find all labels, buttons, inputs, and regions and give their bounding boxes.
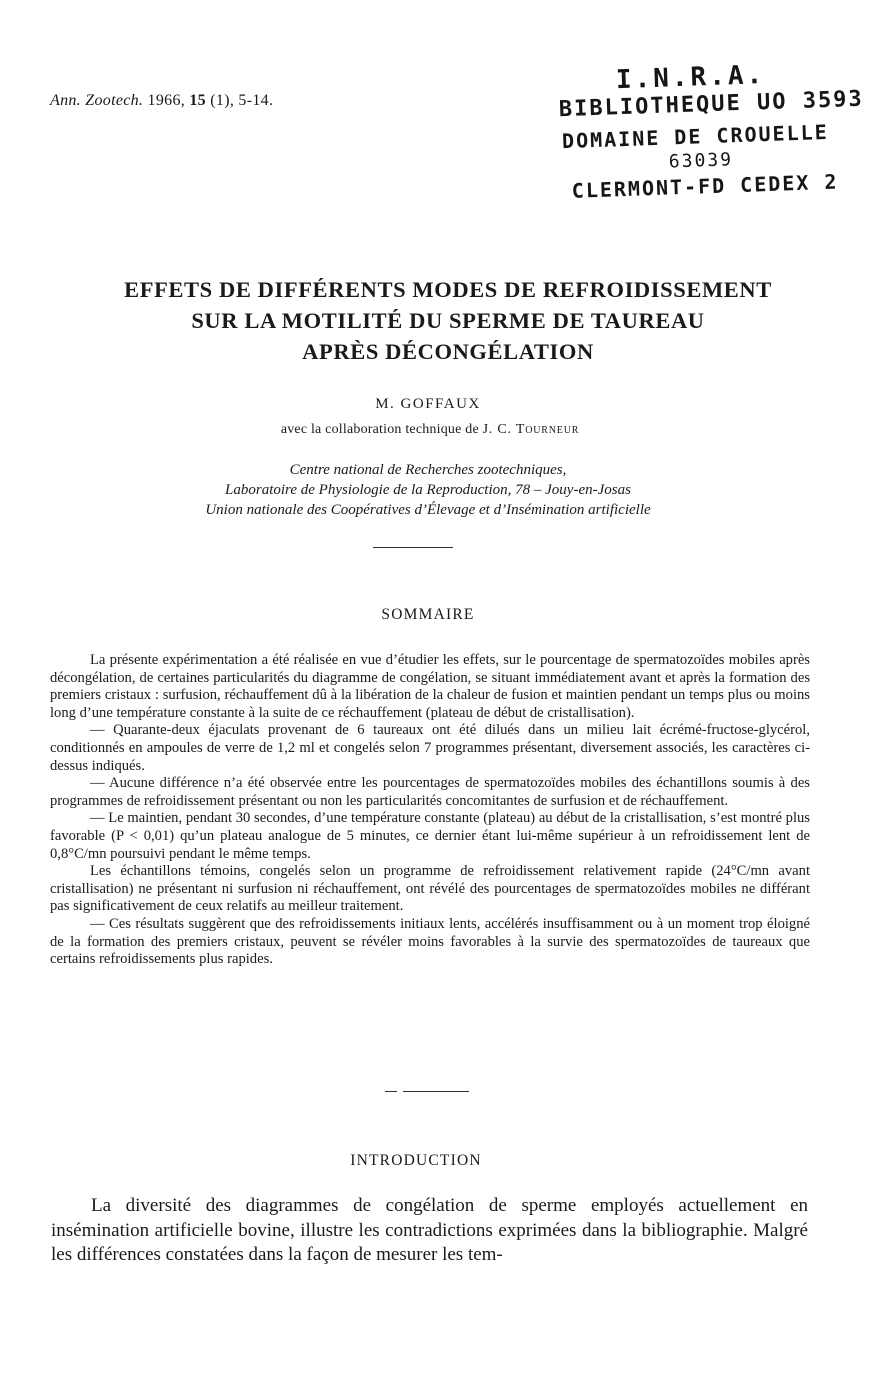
title-line-1: EFFETS DE DIFFÉRENTS MODES DE REFROIDISSEMENT xyxy=(124,277,772,302)
summary-paragraph: — Le maintien, pendant 30 secondes, d’une température constante (plateau) au début de la cristallisation, s’est montré plus favorable (P < 0,01) qu’un plateau analogue de 5 minutes, ce dernier étant lui-même supérieur à un refroidissement lent de 0,8°C/mn poursuivi pendant le même temps. xyxy=(50,810,810,862)
introduction-body xyxy=(51,1194,808,1268)
summary-paragraph: Les échantillons témoins, congelés selon un programme de refroidissement relativement rapide (24°C/mn avant cristallisation) ne présentant ni surfusion ni réchauffement, ont révélé des pourcentages de spermatozoïdes mobiles ne différant pas significativement de ceux relatifs au meilleur traitement. xyxy=(50,863,810,915)
section-divider xyxy=(385,1091,397,1092)
summary-paragraph: — Quarante-deux éjaculats provenant de 6 taureaux ont été dilués dans un milieu lait écrémé-fructose-glycérol, conditionnés en ampoules de verre de 1,2 ml et congelés selon 7 programmes présentant, diversement associés, les caractères ci-dessus indiqués. xyxy=(50,722,810,774)
stamp-line-3: DOMAINE DE CROUELLE xyxy=(561,119,830,154)
summary-paragraph: — Ces résultats suggèrent que des refroidissements initiaux lents, accélérés insuffisamment ou à un moment trop éloigné de la formation des premiers cristaux, peuvent se révéler moins favorables à la survie des spermatozoïdes de taureaux que certains refroidissements plus rapides. xyxy=(50,915,810,968)
summary-body xyxy=(50,652,810,969)
journal-volume: 15 xyxy=(189,92,206,109)
collaborator-name: J. C. Tourneur xyxy=(482,422,580,437)
introduction-paragraph: La diversité des diagrammes de congélation de sperme employés actuellement en insémination artificielle bovine, illustre les contradictions exprimées dans la bibliographie. Malgré les différences constatées dans la façon de mesurer les tem- xyxy=(51,1195,808,1265)
summary-paragraph: La présente expérimentation a été réalisée en vue d’étudier les effets, sur le pourcentage de spermatozoïdes mobiles après décongélation, de certaines particularités du diagramme de congélation, se situant immédiatement avant et après la formation des premiers cristaux : surfusion, réchauffement dû à la libération de la chaleur de fusion et maintien pendant un temps plus ou moins long d’une température constante à la suite de ce réchauffement (plateau de début de cristallisation). xyxy=(50,652,810,721)
journal-citation xyxy=(50,92,273,110)
section-divider xyxy=(403,1091,469,1092)
affiliation xyxy=(0,460,856,520)
stamp-line-1: I.N.R.A. xyxy=(615,60,766,96)
affiliation-line-2: Laboratoire de Physiologie de la Reproduction, 78 – Jouy-en-Josas xyxy=(225,482,631,498)
affiliation-line-1: Centre national de Recherches zootechniques, xyxy=(289,462,567,478)
collaboration-prefix: avec la collaboration technique de xyxy=(280,422,479,437)
title-line-2: SUR LA MOTILITÉ DU SPERME DE TAUREAU xyxy=(191,308,705,333)
journal-issue-pages: (1), 5-14. xyxy=(210,92,274,109)
journal-name: Ann. Zootech. xyxy=(50,92,144,109)
stamp-line-5: CLERMONT-FD CEDEX 2 xyxy=(571,169,839,203)
library-stamp xyxy=(557,57,865,217)
affiliation-line-3: Union nationale des Coopératives d’Élevage et d’Insémination artificielle xyxy=(205,502,651,518)
stamp-line-2: BIBLIOTHEQUE UO 3593 xyxy=(558,86,865,123)
stamp-line-4: 63039 xyxy=(668,149,734,173)
title-line-3: APRÈS DÉCONGÉLATION xyxy=(302,339,594,364)
collaboration-credit xyxy=(0,422,860,438)
summary-paragraph: — Aucune différence n’a été observée entre les pourcentages de spermatozoïdes mobiles des échantillons soumis à des programmes de refroidissement présentant ou non les particularités concomitantes de surfusion et de réchauffement. xyxy=(50,775,810,809)
author-name: M. GOFFAUX xyxy=(375,396,481,412)
introduction-heading: INTRODUCTION xyxy=(350,1152,482,1169)
section-divider xyxy=(373,547,453,548)
journal-year: 1966, xyxy=(147,92,186,109)
paper-title xyxy=(40,274,856,367)
summary-heading: SOMMAIRE xyxy=(381,606,475,623)
